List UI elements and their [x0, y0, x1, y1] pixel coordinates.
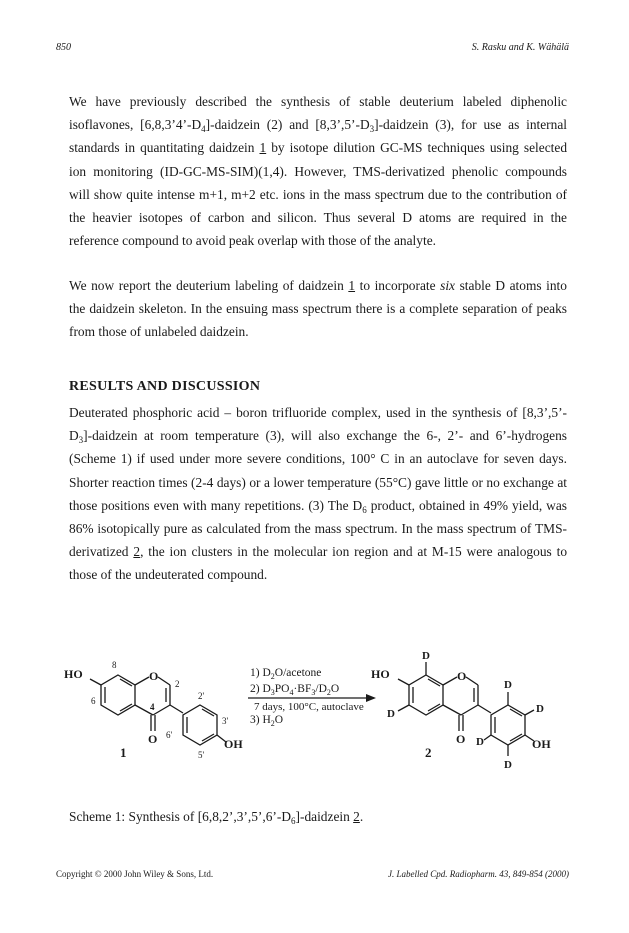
oh-label: OH: [532, 737, 551, 751]
page-number: 850: [56, 42, 71, 53]
compound-ref: 1: [348, 278, 356, 293]
ho-label: HO: [371, 667, 390, 681]
reactant-labels: [64, 660, 243, 760]
results-paragraph: Deuterated phosphoric acid – boron trifluoride complex, used in the synthesis of $[8,3’,5’-D_3]$-daidzein at room temperature (3), will also exchange the 6-, 2’- and 6’-hydrogens (Scheme 1) if used under more severe conditions, 100° C in an autoclave for seven days. Shorter reaction times (2-4 days) or a lower temperature (55°C) gave little or no exchange at those positions even with many repetitions. (3) The $D_6$ product, obtained in 49% yield, was 86% isotopically pure as calculated from the mass spectrum. In the mass spectrum of TMS-derivatized 2, the ion clusters in the molecular ion region and at M-15 were analogous to those of the undeuterated compound.: [69, 405, 568, 583]
svg-text:7 days, 100°C, autoclave: 7 days, 100°C, autoclave: [254, 701, 364, 713]
copyright-notice: Copyright © 2000 John Wiley & Sons, Ltd.: [56, 869, 214, 879]
running-head: S. Rasku and K. Wähälä: [471, 42, 569, 53]
svg-text:8: 8: [112, 660, 117, 670]
compound-ref: 1: [259, 140, 267, 156]
svg-text:6': 6': [166, 730, 173, 740]
svg-text:1) D2O/acetone: 1) $D_2O$/acetone: [250, 667, 322, 681]
svg-text:5': 5': [198, 750, 205, 760]
svg-text:2) D3PO4·BF3/D2O: 2) $D_3PO_4\cdot BF_3/D_2O$: [250, 683, 340, 697]
deuterium-label: D: [387, 708, 395, 720]
oh-label: OH: [224, 737, 243, 751]
reaction-scheme: [60, 640, 580, 790]
scheme-caption: Scheme 1: Synthesis of $[6,8,2’,3’,5’,6’-D_6]$-daidzein 2.: [69, 809, 364, 826]
deuterium-label: D: [476, 736, 484, 748]
svg-text:2': 2': [198, 691, 205, 701]
svg-text:2: 2: [175, 679, 180, 689]
carbonyl-oxygen-label: O: [148, 732, 158, 746]
deuterium-label: D: [504, 679, 512, 691]
intro-paragraph-2: We now report the deuterium labeling of daidzein 1 to incorporate six stable D atoms into the daidzein skeleton. In the ensuing mass spectrum there is a complete separation of peaks from those of unlabeled daidzein.: [69, 278, 567, 340]
ho-label: HO: [64, 667, 83, 681]
svg-text:3': 3': [222, 716, 229, 726]
journal-reference: J. Labelled Cpd. Radiopharm. 43, 849-854 (2000): [388, 869, 569, 879]
deuterium-label: D: [504, 759, 512, 771]
compound-number: 2: [425, 745, 432, 760]
ring-oxygen-label: O: [457, 669, 467, 683]
compound-number: 1: [120, 745, 127, 760]
deuterium-label: D: [536, 703, 544, 715]
intro-paragraph-1: We have previously described the synthesis of stable deuterium labeled diphenolic isoflavones, $[6,8,3’4’-D_4]$-daidzein (2) and $[8,3’,5’-D_3]$-daidzein (3), for use as internal standards in quantitating daidzein 1 by isotope dilution GC-MS techniques using selected ion monitoring (ID-GC-MS-SIM)(1,4). However, TMS-derivatized phenolic compounds will show quite intense m+1, m+2 etc. ions in the mass spectrum due to the contribution of the heavier isotopes of carbon and silicon. Thus several D atoms are required in the reference compound to avoid peak overlap with those of the analyte.: [69, 94, 568, 249]
section-title: RESULTS AND DISCUSSION: [69, 379, 261, 394]
svg-text:4: 4: [150, 702, 155, 712]
carbonyl-oxygen-label: O: [456, 732, 466, 746]
compound-ref: 2: [353, 809, 360, 824]
compound-ref: 2: [133, 544, 141, 560]
svg-text:6: 6: [91, 696, 96, 706]
svg-text:3) H2O: 3) $H_2O$: [250, 714, 284, 728]
ring-oxygen-label: O: [149, 669, 159, 683]
deuterium-label: D: [422, 650, 430, 662]
reactant-structure: [90, 675, 226, 745]
